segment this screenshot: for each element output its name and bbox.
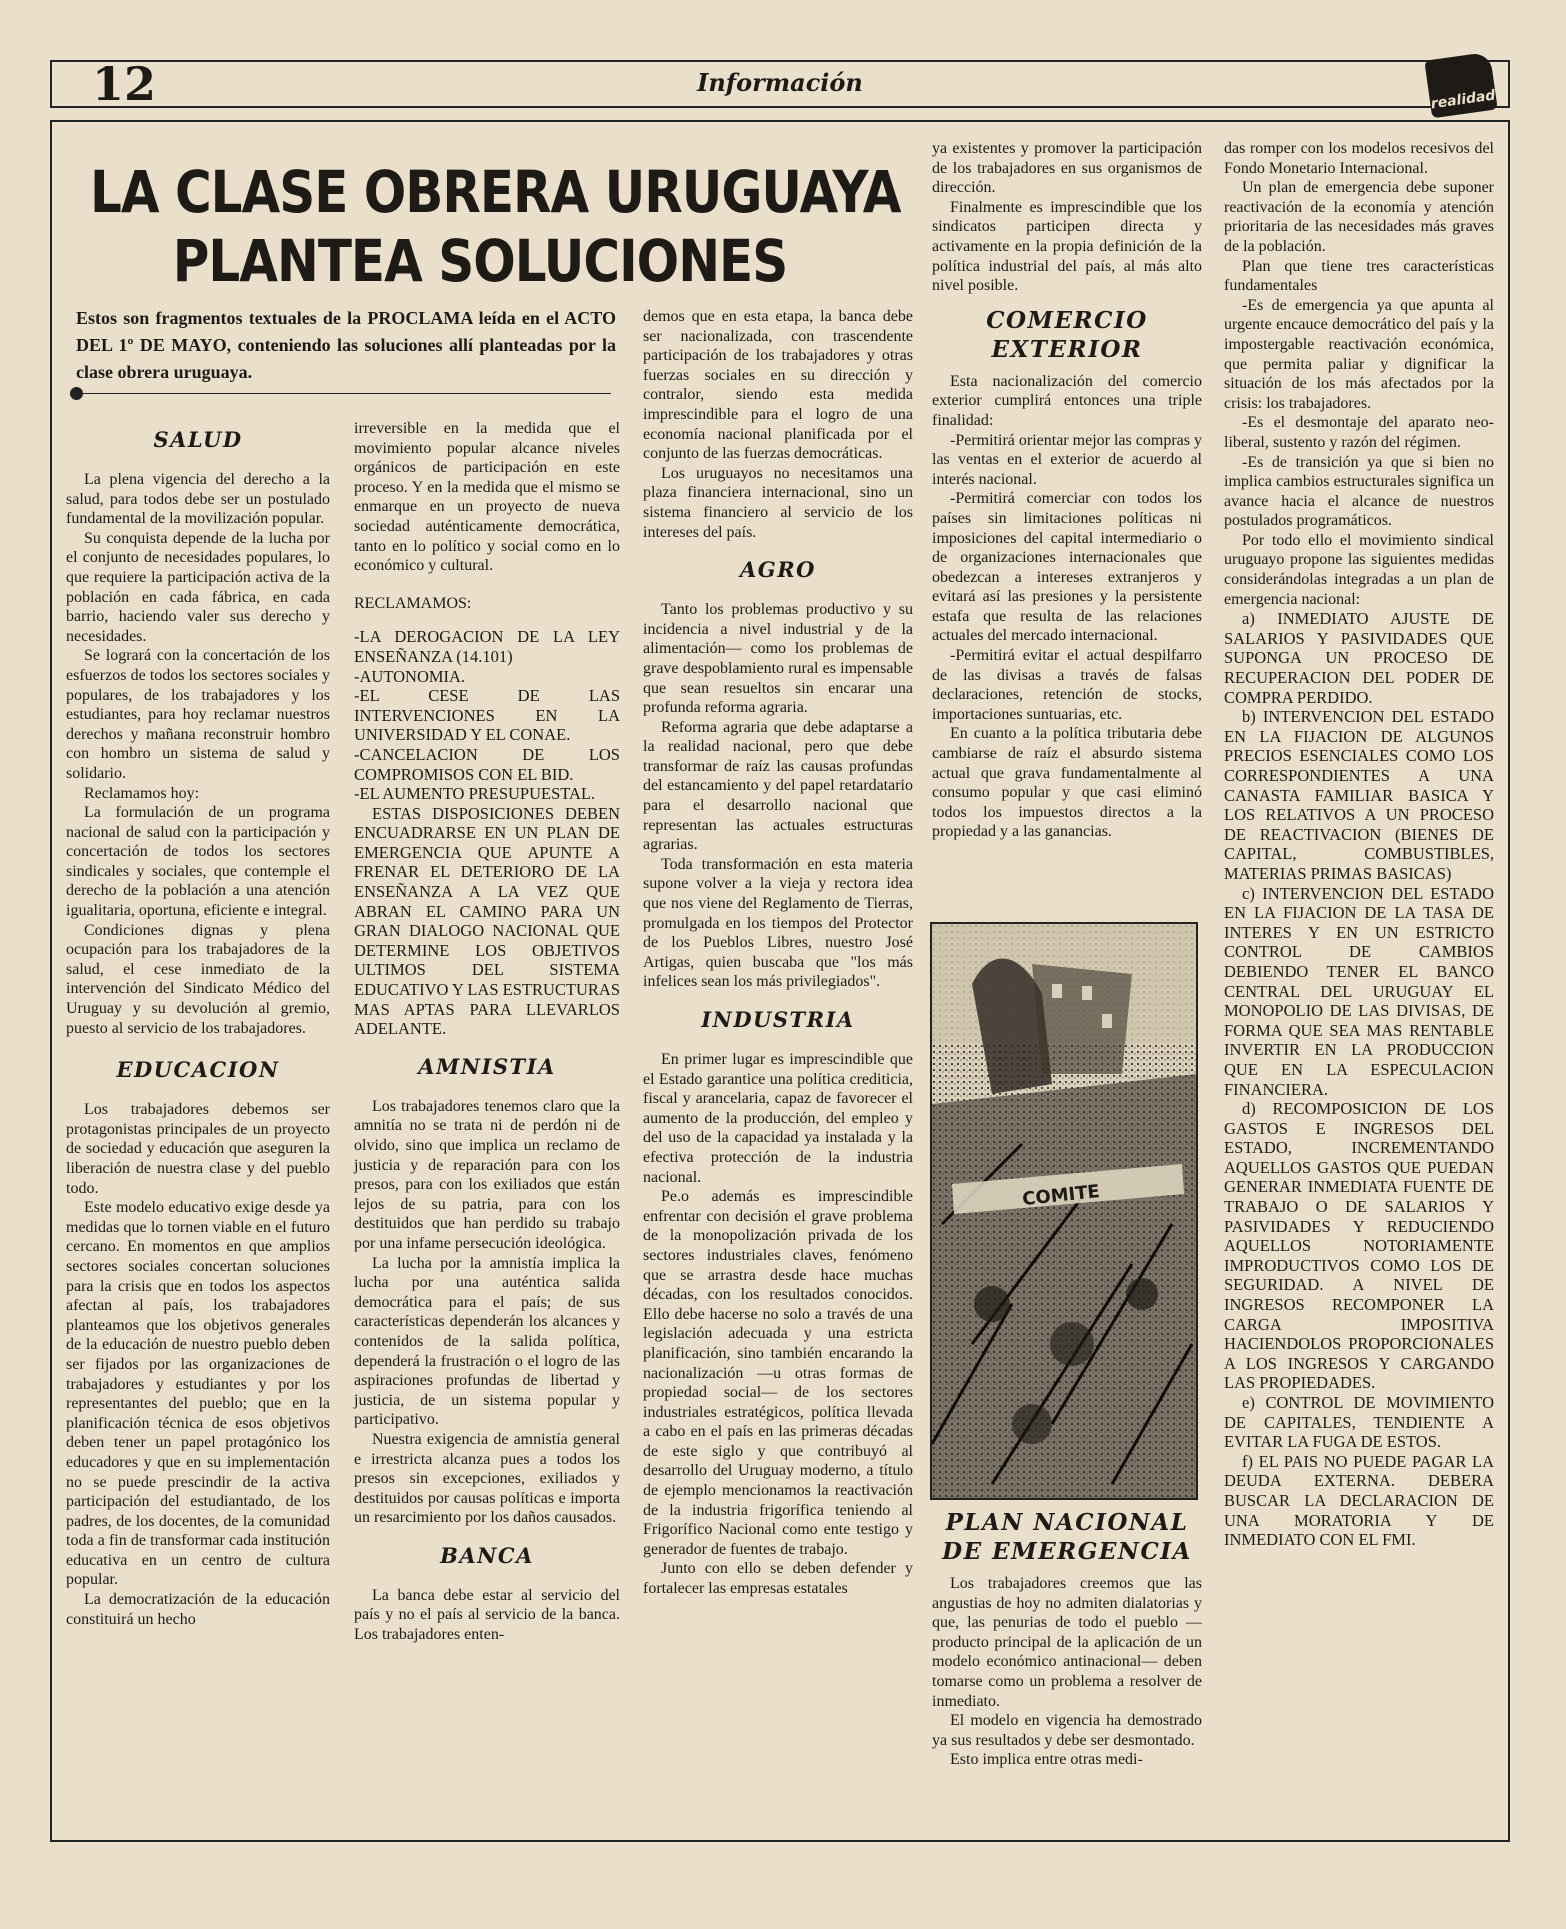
paragraph: -AUTONOMIA. <box>354 666 466 686</box>
paragraph: -Es el desmontaje del aparato neo-liberal, sustento y razón del régimen. <box>1224 414 1494 451</box>
paragraph: f) EL PAIS NO PUEDE PAGAR LA DEUDA EXTERNA. DEBERA BUSCAR LA DECLARACION DE UNA MORATORIA Y DE INMEDIATO CON EL FMI. <box>1224 1451 1494 1550</box>
paragraph: d) RECOMPOSICION DE LOS GASTOS E INGRESOS DEL ESTADO, INCREMENTANDO AQUELLOS GASTOS QUE PUEDAN GENERAR INMEDIATA FUENTE DE TRABAJO O DE SALARIOS Y PASIVIDADES Y REDUCIENDO AQUELLOS NOTORIAMENTE IMPRODUCTIVOS COMO LOS DE SEGURIDAD. A NIVEL DE INGRESOS RECOMPONER LA CARGA IMPOSITIVA HACIENDOLOS PROPORCIONALES A LOS INGRESOS Y CARGANDO LAS PROPIEDADES. <box>1224 1099 1494 1393</box>
paragraph: ESTAS DISPOSICIONES DEBEN ENCUADRARSE EN UN PLAN DE EMERGENCIA QUE APUNTE A FRENAR EL DETERIORO DE LA ENSEÑANZA A LA VEZ QUE ABRAN EL CAMINO PARA UN GRAN DIALOGO NACIONAL QUE DETERMINE LOS OBJETIVOS ULTIMOS DEL SISTEMA EDUCATIVO Y LAS ESTRUCTURAS MAS APTAS PARA LLEVARLOS ADELANTE. <box>354 803 620 1039</box>
heading-plan-nacional <box>932 1508 1202 1566</box>
paragraph: -EL CESE DE LAS INTERVENCIONES EN LA UNIVERSIDAD Y EL CONAE. <box>354 686 620 745</box>
heading-agro: AGRO <box>740 557 816 583</box>
page-header <box>50 57 1510 113</box>
paragraph: das romper con los modelos recesivos del Fondo Monetario Internacional. <box>1224 140 1494 177</box>
page-number: 12 <box>92 57 157 111</box>
heading-educacion: EDUCACION <box>116 1057 280 1083</box>
paragraph: ya existentes y promover la participación de los trabajadores en sus organismos de dirección. <box>932 140 1202 197</box>
bullet-dot-icon <box>70 387 83 400</box>
paragraph: Esta nacionalización del comercio exterior cumplirá entonces una triple finalidad: <box>932 372 1202 429</box>
column-3 <box>643 307 913 1599</box>
publication-logo: realidad <box>1424 52 1497 119</box>
paragraph: demos que en esta etapa, la banca debe ser nacionalizada, con trascendente participación de los trabajadores y otras fuerzas sociales en su dirección y contralor, siendo esta medida imprescindible para el logro de una economía nacional planificada por el conjunto de las fuerzas democráticas. <box>643 308 913 463</box>
photo-illustration <box>932 924 1196 1498</box>
paragraph: RECLAMAMOS: <box>354 594 472 612</box>
paragraph: Plan que tiene tres características fundamentales <box>1224 257 1494 295</box>
paragraph: Un plan de emergencia debe suponer reactivación de la economía y atención prioritaria de las necesidades más graves de la población. <box>1224 179 1494 255</box>
paragraph: a) INMEDIATO AJUSTE DE SALARIOS Y PASIVIDADES QUE SUPONGA UN PROCESO DE RECUPERACION DEL PODER DE COMPRA PERDIDO. <box>1224 609 1494 707</box>
paragraph: -EL AUMENTO PRESUPUESTAL. <box>354 784 596 804</box>
paragraph: Nuestra exigencia de amnistía general e irrestricta alcanza pues a todos los presos sin excepciones, exiliados y destituidos por causas políticas e importa un resarcimiento por los daños causados. <box>354 1430 620 1527</box>
heading-line: EXTERIOR <box>991 335 1143 363</box>
paragraph: b) INTERVENCION DEL ESTADO EN LA FIJACION DE ALGUNOS PRECIOS ESENCIALES COMO LOS CORRESPONDIENTES A UNA CANASTA FAMILIAR BASICA Y LOS RELATIVOS A UN PROCESO DE REACTIVACION (BIENES DE CAPITAL, COMBUSTIBLES, MATERIAS PRIMAS BASICAS) <box>1224 707 1494 883</box>
paragraph: -Permitirá orientar mejor las compras y las ventas en el exterior de acuerdo al interés nacional. <box>932 431 1202 488</box>
paragraph: irreversible en la medida que el movimiento popular alcance niveles orgánicos de participación en este proceso. Y en la medida que el mismo se enmarque en un proyecto de nueva sociedad auténticamente democrática, tanto en lo político y social como en lo económico y cultural. <box>354 420 620 575</box>
paragraph: El modelo en vigencia ha demostrado ya sus resultados y debe ser desmontado. <box>932 1712 1202 1749</box>
paragraph: e) CONTROL DE MOVIMIENTO DE CAPITALES, TENDIENTE A EVITAR LA FUGA DE ESTOS. <box>1224 1393 1494 1452</box>
paragraph: La banca debe estar al servicio del país y no el país al servicio de la banca. Los trabajadores enten- <box>354 1586 620 1644</box>
paragraph: Reclamamos hoy: <box>84 784 200 802</box>
article-headline <box>90 158 901 296</box>
heading-industria: INDUSTRIA <box>701 1007 855 1032</box>
paragraph: -Es de transición ya que si bien no implica cambios estructurales significa un avance hacia el alcance de nuestros postulados programáticos. <box>1224 453 1494 530</box>
lead-divider <box>76 393 611 394</box>
paragraph: -Es de emergencia ya que apunta al urgente encauce democrático del país y la impostergable reactivación económica, que permita paliar y dignificar la situación de los más afectados por la crisis: los trabajadores. <box>1224 296 1494 412</box>
paragraph: Los trabajadores creemos que las angustias de hoy no admiten dialatorias y que, las penurias de todo el pueblo —producto principal de la aplicación de un modelo económico antinacional— deben tomarse como un problema a resolver de inmediato. <box>932 1575 1202 1710</box>
paragraph: En primer lugar es imprescindible que el Estado garantice una política crediticia, fiscal y arancelaria, capaz de favorecer el aumento de la producción, del empleo y del uso de la capacidad ya instalada y la efectiva protección de la industria nacional. <box>643 1051 913 1186</box>
column-1 <box>66 412 330 1629</box>
paragraph: Finalmente es imprescindible que los sindicatos participen directa y activamente en la propia definición de la política industrial del país, al más alto nivel posible. <box>932 198 1202 295</box>
paragraph: -LA DEROGACION DE LA LEY ENSEÑANZA (14.101) <box>354 627 620 666</box>
heading-line: DE EMERGENCIA <box>942 1538 1192 1565</box>
paragraph: La democratización de la educación constituirá un hecho <box>66 1591 330 1628</box>
column-2 <box>354 419 620 1645</box>
paragraph: Tanto los problemas productivo y su incidencia a nivel industrial y de la alimentación— como los problemas de grave despoblamiento rural es impensable que sean resueltos sin encarar una profunda reforma agraria. <box>643 601 913 717</box>
column-5 <box>1224 139 1494 1550</box>
heading-amnistia: AMNISTIA <box>418 1053 556 1079</box>
column-4-bottom <box>932 1508 1202 1770</box>
paragraph: Se logrará con la concertación de los esfuerzos de todos los sectores sociales y populares, de los trabajadores y los estudiantes, para hoy reclamar nuestros derechos y mañana reconstruir hombro con hombro un sistema de salud y solidario. <box>66 647 330 782</box>
paragraph: La plena vigencia del derecho a la salud, para todos debe ser un postulado fundamental de la movilización popular. <box>66 471 330 528</box>
paragraph: Junto con ello se deben defender y fortalecer las empresas estatales <box>643 1560 913 1598</box>
paragraph: Esto implica entre otras medi- <box>950 1751 1143 1769</box>
column-4-top <box>932 139 1202 842</box>
paragraph: Los uruguayos no necesitamos una plaza financiera internacional, sino un sistema financiero al servicio de los intereses del país. <box>643 464 913 541</box>
paragraph: c) INTERVENCION DEL ESTADO EN LA FIJACION DE LA TASA DE INTERES Y EN UN ESTRICTO CONTROL DE CAMBIOS DEBIENDO TENER EL BANCO CENTRAL DEL URUGUAY EL MONOPOLIO DE LAS DIVISAS, DE FORMA QUE SEA MAS RENTABLE INVERTIR EN LA PRODUCCION QUE EN LA ESPECULACION FINANCIERA. <box>1224 883 1494 1099</box>
paragraph: Por todo ello el movimiento sindical uruguayo propone las siguientes medidas considerándolas integradas a un plan de emergencia nacional: <box>1224 531 1494 608</box>
paragraph: Pe.o además es imprescindible enfrentar con decisión el grave problema de la monopolización privada de los sectores industriales claves, fenómeno que se arrastra desde hace muchas décadas, con los resultados conocidos. Ello debe hacerse no solo a través de una legislación adecuada y una estricta planificación, sino también encarando la nacionalización —u otras formas de propiedad social— de los sectores industriales estratégicos, política llevada a cabo en el país en las primeras décadas de este siglo y que contribuyó al desarrollo del Uruguay moderno, a título de ejemplo mencionamos la reactivación de la industria frigorífica teniendo al Frigorífico Nacional como ente testigo y generador de fuentes de trabajo. <box>643 1188 913 1558</box>
paragraph: Reforma agraria que debe adaptarse a la realidad nacional, pero que debe transformar de raíz las causas profundas del estancamiento y del papel retardatario para el desarrollo nacional que representan las actuales estructuras agrarias. <box>643 718 913 854</box>
heading-comercio-exterior <box>932 306 1202 364</box>
paragraph: Toda transformación en esta materia supone volver a la vieja y rectora idea que nos viene del Reglamento de Tierras, promulgada en los tiempos del Protector de los Pueblos Libres, nuestro José Artigas, quien buscaba que "los más infelices sean los más privilegiados". <box>643 855 913 991</box>
banner-text: COMITE <box>1021 1181 1101 1211</box>
paragraph: -Permitirá evitar el actual despilfarro de las divisas a través de falsas declaraciones, retención de stocks, importaciones suntuarias, etc. <box>932 647 1202 723</box>
paragraph: Condiciones dignas y plena ocupación para los trabajadores de la salud, el cese inmediato de la intervención del Sindicato Médico del Uruguay y su devolución al gremio, puesto al servicio de los trabajadores. <box>66 921 330 1037</box>
headline-line-2: PLANTEA SOLUCIONES <box>172 228 788 295</box>
protest-photo <box>930 922 1198 1500</box>
headline-line-1: LA CLASE OBRERA URUGUAYA <box>90 159 901 226</box>
paragraph: Su conquista depende de la lucha por el conjunto de necesidades populares, lo que requiere la participación activa de la población en cada fábrica, en cada barrio, haciendo valer sus derecho y necesidades. <box>66 529 330 645</box>
paragraph: La lucha por la amnistía implica la lucha por una auténtica salida democrática para el país; de sus características dependerán los alcances y contenidos de la salida política, dependerá la frustración o el logro de las aspiraciones profundas de libertad y justicia, de un sistema popular y participativo. <box>354 1254 620 1429</box>
heading-banca: BANCA <box>440 1542 534 1568</box>
heading-line: COMERCIO <box>986 306 1148 334</box>
heading-salud: SALUD <box>153 427 243 452</box>
paragraph: Los trabajadores tenemos claro que la amnitía no se trata ni de perdón ni de olvido, sino que implica un reclamo de justicia y de reparación para con los presos, para con los exiliados que están lejos de su patria, para con los destituidos que han perdido su trabajo por una infame persecución ideológica. <box>354 1097 620 1252</box>
paragraph: Este modelo educativo exige desde ya medidas que lo tornen viable en el futuro cercano. En momentos en que amplios sectores sociales concertan soluciones para la crisis que en todos los aspectos afectan al país, los trabajadores planteamos que los objetivos generales de la educación de nuestro pueblo deben ser fijados por las organizaciones de trabajadores y estudiantes y por los representantes del pueblo; que en la planificación técnica de esos objetivos deben tener un papel protagónico los educadores y que en su implementación no se puede prescindir de la activa participación del estudiantado, de los padres, de los docentes, de la comunidad toda a fin de transformar cada institución educativa en un centro de cultura popular. <box>66 1199 330 1589</box>
paragraph: En cuanto a la política tributaria debe cambiarse de raíz el absurdo sistema actual que grava fundamentalmente al consumo popular y que casi eliminó todos los impuestos directos a la propiedad y a las ganancias. <box>932 725 1202 841</box>
paragraph: Los trabajadores debemos ser protagonistas principales de un proyecto de sociedad y educación que aseguren la liberación de nuestra clase y del pueblo todo. <box>66 1101 330 1197</box>
article-lead: Estos son fragmentos textuales de la PROCLAMA leída en el ACTO DEL 1º DE MAYO, conteniendo las soluciones allí planteadas por la clase obrera uruguaya. <box>76 308 616 382</box>
section-title: Información <box>697 68 863 97</box>
paragraph: -Permitirá comerciar con todos los países sin limitaciones políticas ni imposiciones del capital intermediario o de organizaciones internacionales que obedezcan a intereses extranjeros y evitará así las presiones y la persistente estafa que resulta de las relaciones actuales del mercado internacional. <box>932 490 1202 645</box>
heading-line: PLAN NACIONAL <box>945 1509 1189 1536</box>
paragraph: -CANCELACION DE LOS COMPROMISOS CON EL BID. <box>354 744 620 784</box>
paragraph: La formulación de un programa nacional de salud con la participación y concertación de todos los sectores sindicales y sociales, que contemple el derecho de la población a una atención igualitaria, oportuna, eficiente e integral. <box>66 804 330 920</box>
